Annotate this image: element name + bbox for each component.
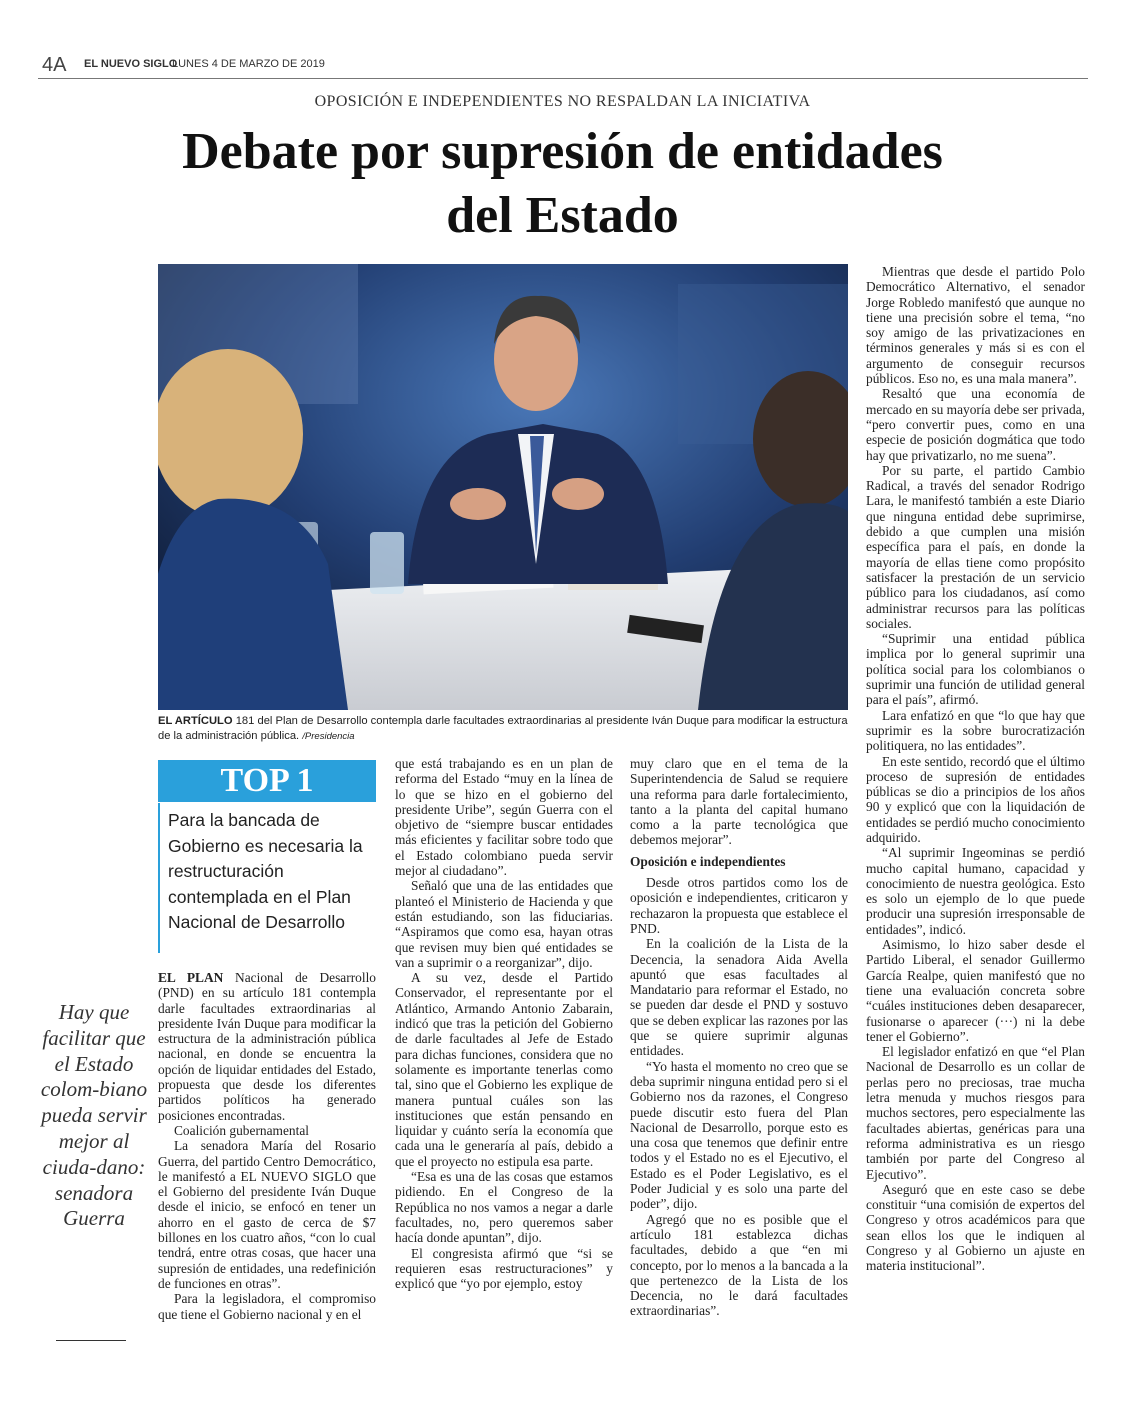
paragraph: A su vez, desde el Partido Conservador, el representante por el Atlántico, Armando Antonio Zabarain, indicó que tras la petición del Gobierno de darle facultades al Jefe de Estado para dichas funciones, considera que no solamente es importante tenerlas como tal, sino que el Gobierno les explique de manera puntual cuáles son las instituciones que están pensando en liquidar y cuánto sería la economía que cada una le generaría al país, debido a que el proyecto no estipula esa parte. <box>395 970 613 1169</box>
lead-in: EL PLAN <box>158 970 224 985</box>
issue-date: LUNES 4 DE MARZO DE 2019 <box>172 58 325 70</box>
paragraph: En la coalición de la Lista de la Decencia, la senadora Aida Avella apuntó que esas facultades al Mandatario para reformar el Estado, no se pueden dar desde el PND y sostuvo que se deben explicar las razones por las que se quiere suprimir algunas entidades. <box>630 936 848 1059</box>
column-2 <box>395 756 613 1291</box>
pull-quote-rule <box>56 1340 126 1341</box>
pull-quote: Hay que facilitar que el Estado colom-biano pueda servir mejor al ciuda-dano: senadora Guerra <box>40 1000 148 1231</box>
caption-text: 181 del Plan de Desarrollo contempla darle facultades extraordinarias al presidente Iván Duque para modificar la estructura de la administración pública. <box>158 715 848 742</box>
paragraph: El legislador enfatizó en que “el Plan Nacional de Desarrollo es un collar de perlas pero no preciosas, trae mucha letra menuda y muchos riesgos para muchos sectores, pero especialmente las facultades abiertas, genéricas para una reforma administrativa es un riesgo también por parte del Congreso al Ejecutivo”. <box>866 1044 1085 1182</box>
subhead-coalicion: Coalición gubernamental <box>174 1122 309 1138</box>
paragraph: “Al suprimir Ingeominas se perdió mucho capital humano, capacidad y conocimiento de nuestra geológica. Esto es solo un ejemplo de lo que puede producir una supresión irresponsable de entidades”, indicó. <box>866 845 1085 937</box>
paragraph: Por su parte, el partido Cambio Radical, a través del senador Rodrigo Lara, le manifestó también a este Diario que ninguna entidad debe suprimirse, debido a que cumplen una misión específica para el país, en donde la mayoría de ellas tiene como propósito satisfacer la prestación de un servicio público para los ciudadanos, así como administrar recursos para las políticas sociales. <box>866 462 1085 631</box>
paragraph <box>158 970 376 1123</box>
column-1 <box>158 970 376 1322</box>
article-photo <box>158 264 848 710</box>
top1-badge: TOP 1 <box>158 760 376 802</box>
paragraph: Asimismo, lo hizo saber desde el Partido Liberal, el senador Guillermo García Realpe, quien manifestó que no tiene una evaluación concreta sobre “cuáles instituciones deben desaparecer, fusionarse o aparecer (···) ni la debe tener el Gobierno”. <box>866 937 1085 1044</box>
paragraph: Aseguró que en este caso se debe constituir “una comisión de expertos del Congreso y otros académicos para que sean ellos los que le indiquen al Congreso y al Gobierno un ajuste en materia institucional”. <box>866 1181 1085 1274</box>
headline <box>0 120 1125 248</box>
paragraph-text: Nacional de Desarrollo (PND) en su artículo 181 contempla darle facultades extraordinarias al presidente Iván Duque para modificar la estructura de la administración pública nacional, en donde se encuentra la opción de liquidar entidades del Estado, propuesta que desde los diferentes partidos políticos ha generado posiciones encontradas. <box>158 970 376 1123</box>
photo-illustration <box>158 264 848 710</box>
column-3 <box>630 756 848 1319</box>
paragraph: “Yo hasta el momento no creo que se deba suprimir ninguna entidad pero si el Gobierno nos da razones, el Congreso puede discutir esto fuera del Plan Nacional de Desarrollo, porque esto es una cosa que tenemos que definir entre todos y el Estado no es el Ejecutivo, el Estado es el Poder Legislativo, es el Poder Judicial y es solo una parte del poder”, dijo. <box>630 1058 848 1212</box>
newspaper-name: EL NUEVO SIGLO <box>84 58 178 70</box>
subhead-oposicion: Oposición e independientes <box>630 853 786 869</box>
paragraph: La senadora María del Rosario Guerra, del partido Centro Democrático, le manifestó a EL NUEVO SIGLO que el Gobierno del presidente Iván Duque desde el inicio, se enfocó en tener un ahorro en el gasto de cerca de $7 billones en los cuatro años, “con lo cual tendrá, entre otras cosas, que hacer una supresión de entidades, una redefinición de funciones en otras”. <box>158 1138 376 1291</box>
paragraph: “Suprimir una entidad pública implica por lo general suprimir una política social para los colombianos o suprimir una función de utilidad general para el país”, afirmó. <box>866 631 1085 708</box>
paragraph: Para la legisladora, el compromiso que tiene el Gobierno nacional y en el <box>158 1291 376 1322</box>
headline-line-2: del Estado <box>446 187 679 244</box>
photo-caption <box>158 714 848 744</box>
top1-text: Para la bancada de Gobierno es necesaria la restructuración contemplada en el Plan Nacional de Desarrollo <box>168 810 363 932</box>
paragraph: “Esa es una de las cosas que estamos pidiendo. En el Congreso de la República no nos vamos a negar a darle facultades, no, pero queremos saber hacía donde apuntan”, dijo. <box>395 1169 613 1246</box>
paragraph: En este sentido, recordó que el último proceso de supresión de entidades públicas se dio a principios de los años 90 y explicó que con la liquidación de entidades se perdió mucho conocimiento adquirido. <box>866 753 1085 845</box>
paragraph: muy claro que en el tema de la Superintendencia de Salud se requiere una reforma para darle fortalecimiento, tanto a la planta del capital humano como a la parte tecnológica que debemos mejorar”. <box>630 756 848 848</box>
photo-credit: /Presidencia <box>302 730 355 742</box>
paragraph: Agregó que no es posible que el artículo 181 establezca dichas facultades, debido a que “en mi concepto, por lo menos a la bancada a la que pertenezco de la Lista de los Decencia, no le dará facultades extraordinarias”. <box>630 1211 848 1319</box>
kicker: OPOSICIÓN E INDEPENDIENTES NO RESPALDAN LA INICIATIVA <box>314 93 811 110</box>
caption-lead: EL ARTÍCULO <box>158 715 233 727</box>
page-number: 4A <box>42 54 67 76</box>
paragraph: Lara enfatizó en que “lo que hay que suprimir es la sobre burocratización politiquera, no las entidades”. <box>866 707 1085 754</box>
headline-line-1: Debate por supresión de entidades <box>182 123 943 180</box>
page-header <box>38 48 1088 79</box>
paragraph: Desde otros partidos como los de oposición e independientes, criticaron y rechazaron la propuesta que establece el PND. <box>630 875 848 936</box>
paragraph: que está trabajando es en un plan de reforma del Estado “muy en la línea de lo que se hizo en el gobierno del presidente Uribe”, según Guerra con el objetivo de “siempre buscar entidades más eficientes y facilitar sobre todo que el Estado colombiano pueda servir mejor al ciudadano”. <box>395 756 613 879</box>
paragraph: El congresista afirmó que “si se requieren esas restructuraciones” y explicó que “yo por ejemplo, estoy <box>395 1245 613 1292</box>
column-4 <box>866 264 1085 1274</box>
paragraph: Mientras que desde el partido Polo Democrático Alternativo, el senador Jorge Robledo manifestó que aunque no tiene una precisión sobre el tema, “no soy amigo de las privatizaciones en términos generales y más si es con el argumento de conseguir recursos públicos. Eso no, es una mala manera”. <box>866 264 1085 387</box>
paragraph: Resaltó que una economía de mercado en su mayoría debe ser privada, “pero convertir pues, como en una especie de posición dogmática que todo hay que privatizarlo, no me suena”. <box>866 386 1085 463</box>
paragraph: Señaló que una de las entidades que planteó el Ministerio de Hacienda y que están estudiando, son las fiduciarias. “Aspiramos que como esa, hayan otras que revisen muy bien qué entidades se van a suprimir o a reorganizar”, dijo. <box>395 878 613 970</box>
